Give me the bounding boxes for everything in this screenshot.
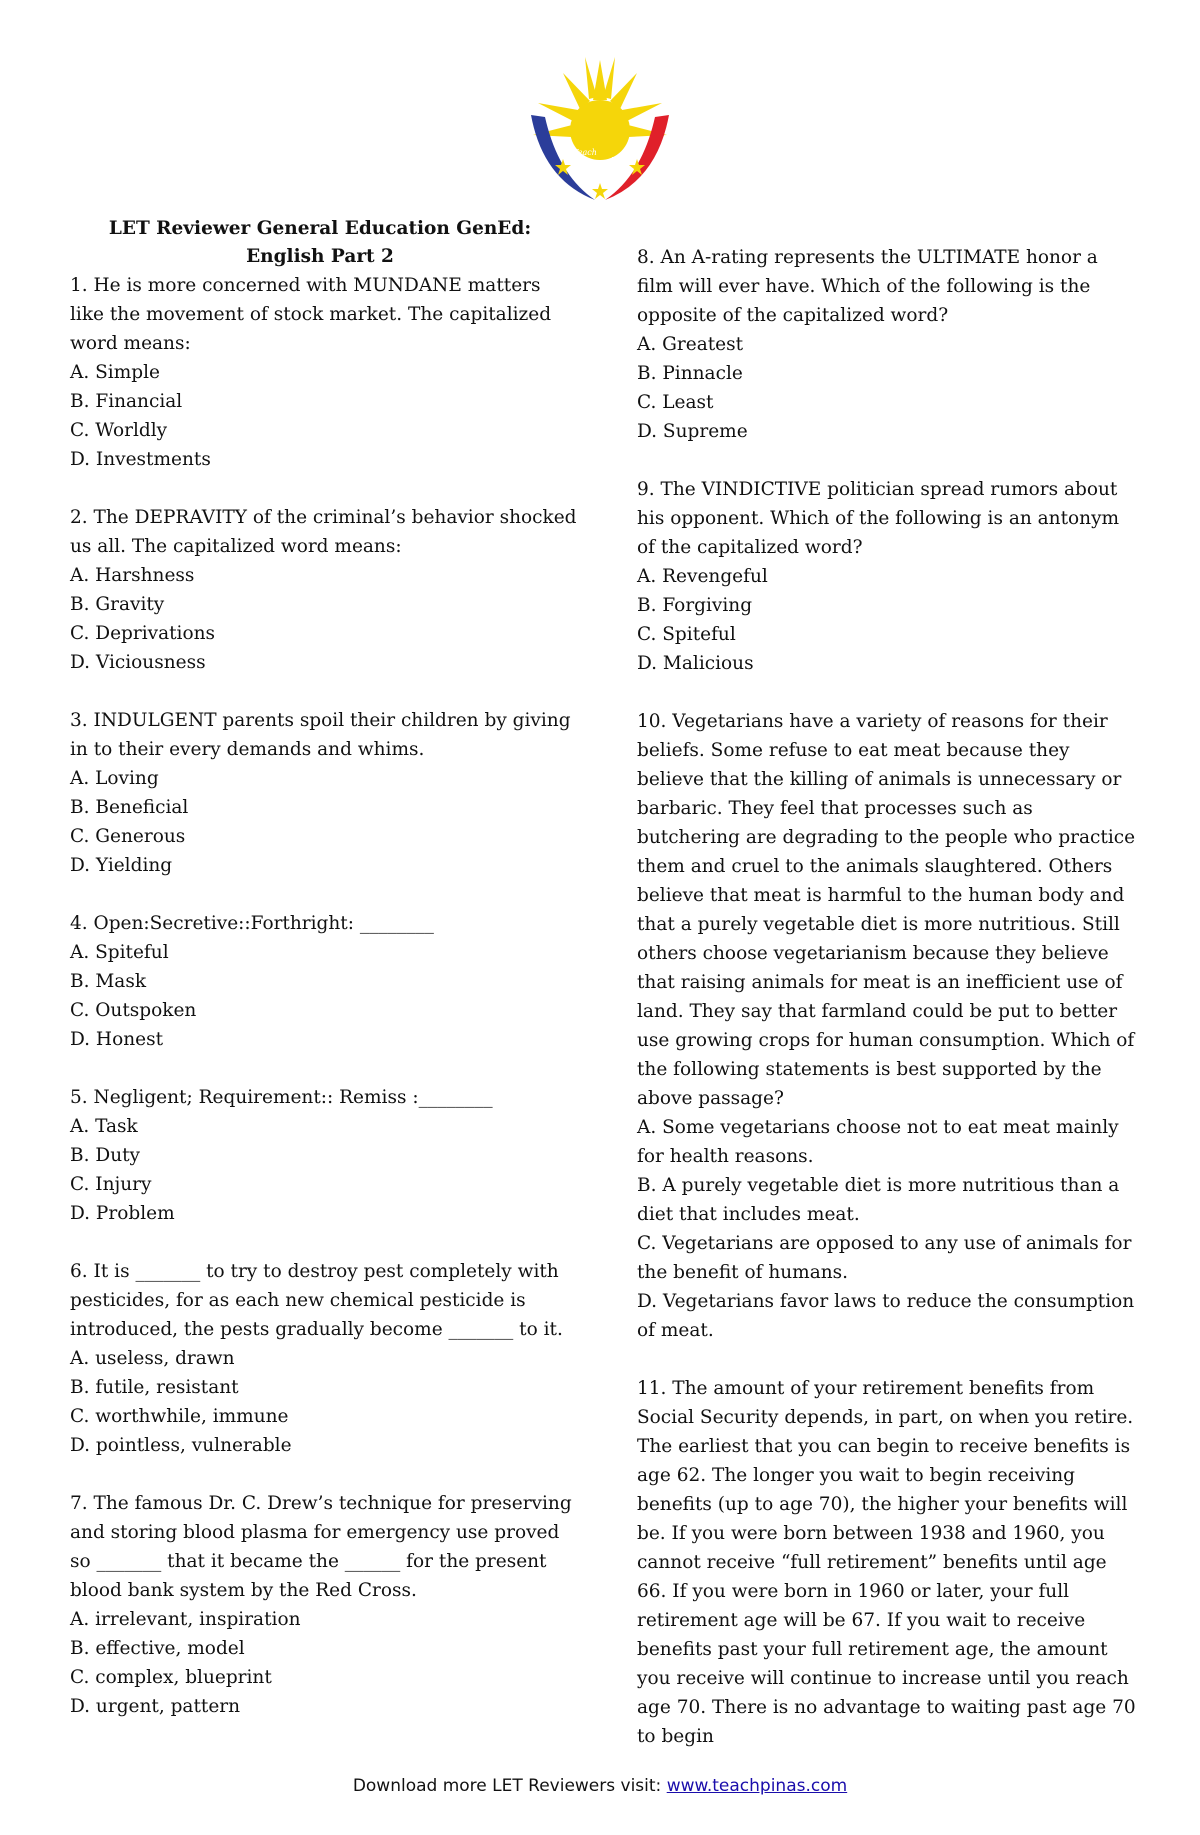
question-block xyxy=(70,909,580,1054)
page-title xyxy=(70,215,570,271)
question-block xyxy=(70,503,580,677)
answer-option: A. Spiteful xyxy=(70,942,169,963)
answer-option: D. Vegetarians favor laws to reduce the consumption of meat. xyxy=(637,1291,1135,1341)
left-question-list xyxy=(70,271,580,1721)
footer-link[interactable]: www.teachpinas.com xyxy=(666,1776,848,1796)
answer-option: A. Some vegetarians choose not to eat meat mainly for health reasons. xyxy=(637,1117,1119,1167)
answer-option: D. Malicious xyxy=(637,653,754,674)
star-bottom xyxy=(592,183,608,199)
answer-option: D. Viciousness xyxy=(70,652,206,673)
answer-option: C. worthwhile, immune xyxy=(70,1406,289,1427)
question-block xyxy=(70,706,580,880)
title-line-2: English Part 2 xyxy=(246,246,394,267)
answer-option: B. Mask xyxy=(70,971,147,992)
answer-option: B. Financial xyxy=(70,391,183,412)
question-stem: 10. Vegetarians have a variety of reasons for their beliefs. Some refuse to eat meat because they believe that the killing of animals is unnecessary or barbaric. They feel that processes such as butchering are degrading to the people who practice them and cruel to the animals slaughtered. Others believe that meat is harmful to the human body and that a purely vegetable diet is more nutritious. Still others choose vegetarianism because they believe that raising animals for meat is an inefficient use of land. They say that farmland could be put to better use growing crops for human consumption. Which of the following statements is best supported by the above passage? xyxy=(637,711,1136,1109)
answer-option: C. Deprivations xyxy=(70,623,216,644)
answer-option: A. Simple xyxy=(70,362,160,383)
question-stem: 3. INDULGENT parents spoil their children by giving in to their every demands and whims. xyxy=(70,710,571,760)
question-stem: 4. Open:Secretive::Forthright: ________ xyxy=(70,913,434,934)
answer-option: A. Revengeful xyxy=(637,566,768,587)
answer-option: A. Greatest xyxy=(637,334,744,355)
question-block xyxy=(637,1374,1137,1751)
question-stem: 8. An A-rating represents the ULTIMATE honor a film will ever have. Which of the following is the opposite of the capitalized word? xyxy=(637,247,1098,326)
logo-script-right: Pinas xyxy=(611,156,633,165)
question-stem: 9. The VINDICTIVE politician spread rumors about his opponent. Which of the following is an antonym of the capitalized word? xyxy=(637,479,1120,558)
answer-option: B. Pinnacle xyxy=(637,363,743,384)
answer-option: C. Worldly xyxy=(70,420,168,441)
answer-option: C. Generous xyxy=(70,826,186,847)
answer-option: B. futile, resistant xyxy=(70,1377,239,1398)
answer-option: D. pointless, vulnerable xyxy=(70,1435,292,1456)
answer-option: C. Spiteful xyxy=(637,624,736,645)
answer-option: A. Harshness xyxy=(70,565,195,586)
answer-option: D. Honest xyxy=(70,1029,163,1050)
question-stem: 11. The amount of your retirement benefits from Social Security depends, in part, on when you retire. The earliest that you can begin to receive benefits is age 62. The longer you wait to begin receiving benefits (up to age 70), the higher your benefits will be. If you were born between 1938 and 1960, you cannot receive “full retirement” benefits until age 66. If you were born in 1960 or later, your full retirement age will be 67. If you wait to receive benefits past your full retirement age, the amount you receive will continue to increase until you reach age 70. There is no advantage to waiting past age 70 to begin xyxy=(637,1378,1136,1747)
title-line-1: LET Reviewer General Education GenEd: xyxy=(108,218,532,239)
question-block xyxy=(70,271,580,474)
footer xyxy=(0,1776,1200,1796)
logo-script-left: Teach xyxy=(573,148,597,157)
answer-option: A. useless, drawn xyxy=(70,1348,235,1369)
question-stem: 6. It is _______ to try to destroy pest completely with pesticides, for as each new chemical pesticide is introduced, the pests gradually become _______ to it. xyxy=(70,1261,563,1340)
answer-option: D. Problem xyxy=(70,1203,175,1224)
question-stem: 1. He is more concerned with MUNDANE matters like the movement of stock market. The capitalized word means: xyxy=(70,275,552,354)
question-block xyxy=(70,1083,580,1228)
answer-option: B. A purely vegetable diet is more nutritious than a diet that includes meat. xyxy=(637,1175,1120,1225)
right-column xyxy=(637,243,1137,1780)
answer-option: A. irrelevant, inspiration xyxy=(70,1609,301,1630)
left-column xyxy=(70,215,580,1750)
answer-option: C. complex, blueprint xyxy=(70,1667,272,1688)
answer-option: B. Beneficial xyxy=(70,797,189,818)
question-block xyxy=(637,707,1137,1345)
answer-option: B. Gravity xyxy=(70,594,165,615)
question-stem: 7. The famous Dr. C. Drew’s technique for preserving and storing blood plasma for emergency use proved so _______ that it became the ______ for the present blood bank system by the Red Cross. xyxy=(70,1493,572,1601)
right-question-list xyxy=(637,243,1137,1751)
philippine-sun-logo xyxy=(523,55,677,205)
answer-option: B. Forgiving xyxy=(637,595,753,616)
question-block xyxy=(70,1489,580,1721)
answer-option: C. Outspoken xyxy=(70,1000,197,1021)
answer-option: B. Duty xyxy=(70,1145,140,1166)
answer-option: C. Vegetarians are opposed to any use of animals for the benefit of humans. xyxy=(637,1233,1132,1283)
footer-text: Download more LET Reviewers visit: xyxy=(352,1776,667,1796)
answer-option: C. Least xyxy=(637,392,714,413)
question-stem: 2. The DEPRAVITY of the criminal’s behavior shocked us all. The capitalized word means: xyxy=(70,507,577,557)
answer-option: B. effective, model xyxy=(70,1638,245,1659)
question-stem: 5. Negligent; Requirement:: Remiss :________ xyxy=(70,1087,493,1108)
answer-option: C. Injury xyxy=(70,1174,152,1195)
answer-option: D. Yielding xyxy=(70,855,173,876)
answer-option: D. Supreme xyxy=(637,421,748,442)
question-block xyxy=(637,243,1137,446)
question-block xyxy=(70,1257,580,1460)
answer-option: D. Investments xyxy=(70,449,211,470)
answer-option: A. Loving xyxy=(70,768,159,789)
question-block xyxy=(637,475,1137,678)
answer-option: D. urgent, pattern xyxy=(70,1696,241,1717)
answer-option: A. Task xyxy=(70,1116,138,1137)
